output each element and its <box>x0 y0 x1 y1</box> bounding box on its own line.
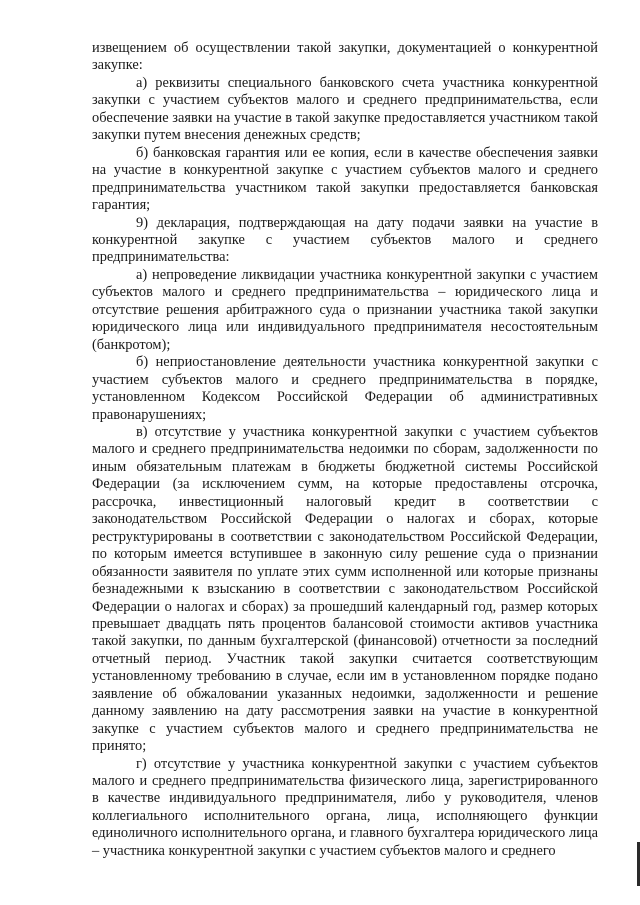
paragraph-item-b-no-suspension: б) неприостановление деятельности участника конкурентной закупки с участием субъектов малого и среднего предпринимательства в порядке, установленном Кодексом Российской Федерации об административных правонарушениях; <box>92 354 598 423</box>
paragraph-item-g-no-criminal-record: г) отсутствие у участника конкурентной закупки с участием субъектов малого и среднего предпринимательства физического лица, зарегистрированного в качестве индивидуального предпринимателя, либо у руководителя, членов коллегиального исполнительного органа, лица, исполняющего функции единоличного исполнительного органа, и главного бухгалтера юридического лица – участника конкурентной закупки с участием субъектов малого и среднего <box>92 755 598 859</box>
paragraph-item-a-bank-account: а) реквизиты специального банковского счета участника конкурентной закупки с участием субъектов малого и среднего предпринимательства, если обеспечение заявки на участие в такой закупке предоставляется участником такой закупки путем внесения денежных средств; <box>92 74 598 144</box>
document-body <box>92 40 598 860</box>
paragraph-continuation: извещением об осуществлении такой закупки, документацией о конкурентной закупке: <box>92 40 598 74</box>
paragraph-item-9-declaration: 9) декларация, подтверждающая на дату подачи заявки на участие в конкурентной закупке с участием субъектов малого и среднего предпринимательства: <box>92 214 598 266</box>
paragraph-item-b-bank-guarantee: б) банковская гарантия или ее копия, если в качестве обеспечения заявки на участие в конкурентной закупке с участием субъектов малого и среднего предпринимательства участником такой закупки предоставляется банковская гарантия; <box>92 144 598 214</box>
paragraph-item-a-no-liquidation: а) непроведение ликвидации участника конкурентной закупки с участием субъектов малого и среднего предпринимательства – юридического лица и отсутствие решения арбитражного суда о признании участника такой закупки юридического лица или индивидуального предпринимателя несостоятельным (банкротом); <box>92 266 598 353</box>
paragraph-item-v-no-arrears: в) отсутствие у участника конкурентной закупки с участием субъектов малого и среднего предпринимательства недоимки по сборам, задолженности по иным обязательным платежам в бюджеты бюджетной системы Российской Федерации (за исключением сумм, на которые предоставлены отсрочка, рассрочка, инвестиционный налоговый кредит в соответствии с законодательством Российской Федерации о налогах и сборах, которые реструктурированы в соответствии с законодательством Российской Федерации, по которым имеется вступившее в законную силу решение суда о признании обязанности заявителя по уплате этих сумм исполненной или которые признаны безнадежными к взысканию в соответствии с законодательством Российской Федерации о налогах и сборах) за прошедший календарный год, размер которых превышает двадцать пять процентов балансовой стоимости активов участника такой закупки, по данным бухгалтерской (финансовой) отчетности за последний отчетный период. Участник такой закупки считается соответствующим установленному требованию в случае, если им в установленном порядке подано заявление об обжаловании указанных недоимки, задолженности и решение данному заявлению на дату рассмотрения заявки на участие в конкурентной закупке с участием субъектов малого и среднего предпринимательства не принято; <box>92 423 598 755</box>
